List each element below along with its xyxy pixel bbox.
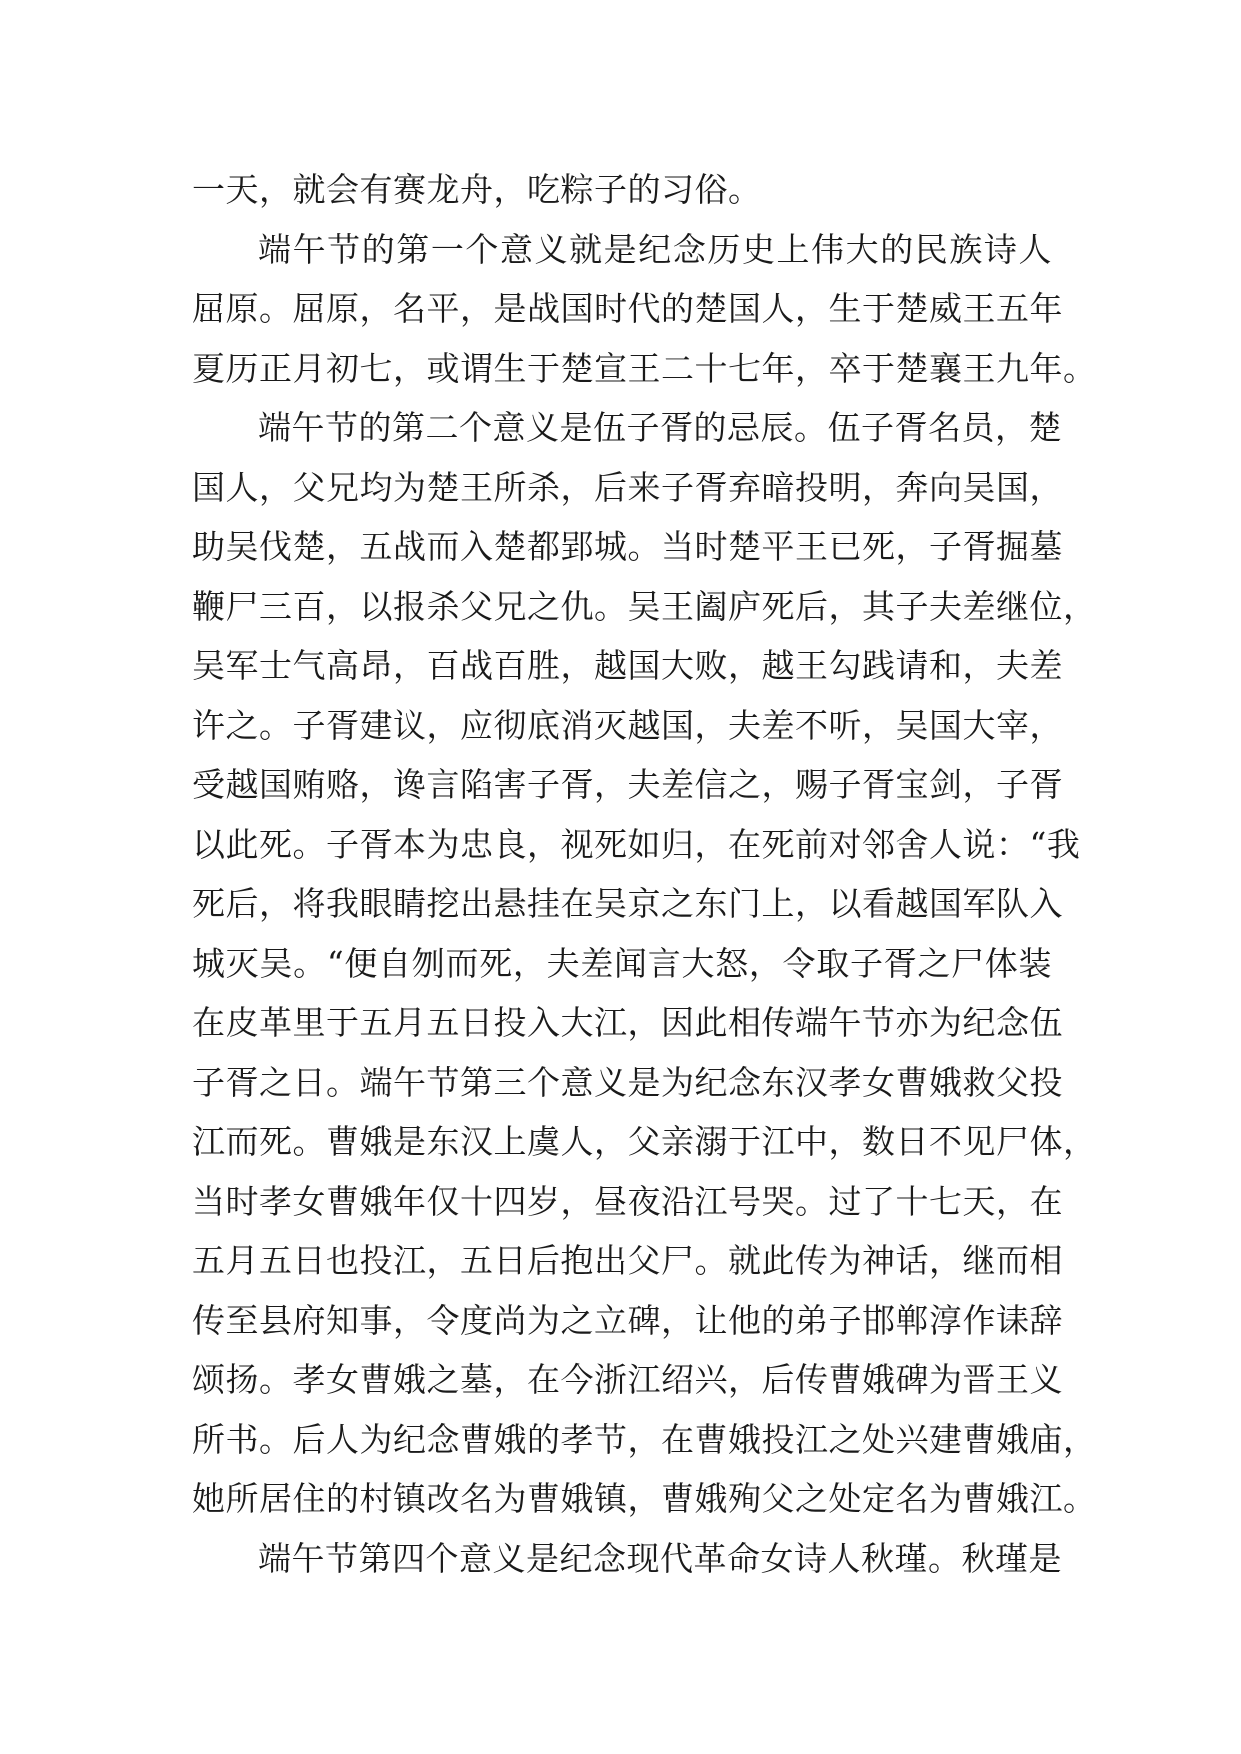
text-line: 一天，就会有赛龙舟，吃粽子的习俗。 bbox=[192, 170, 762, 209]
text-line: 鞭尸三百，以报杀父兄之仇。吴王阖庐死后，其子夫差继位， bbox=[192, 586, 1097, 626]
text-line: 传至县府知事，令度尚为之立碑，让他的弟子邯郸淳作诔辞 bbox=[192, 1300, 1063, 1340]
text-line: 端午节第四个意义是纪念现代革命女诗人秋瑾。秋瑾是 bbox=[258, 1538, 1062, 1578]
text-line: 屈原。屈原，名平，是战国时代的楚国人，生于楚威王五年 bbox=[192, 289, 1063, 328]
text-line: 助吴伐楚，五战而入楚都郢城。当时楚平王已死，子胥掘墓 bbox=[192, 527, 1063, 566]
text-line: 端午节的第二个意义是伍子胥的忌辰。伍子胥名员，楚 bbox=[258, 408, 1062, 447]
text-line: 夏历正月初七，或谓生于楚宣王二十七年，卒于楚襄王九年。 bbox=[192, 348, 1097, 388]
text-line: 子胥之日。端午节第三个意义是为纪念东汉孝女曹娥救父投 bbox=[192, 1062, 1063, 1102]
text-line: 许之。子胥建议，应彻底消灭越国，夫差不听，吴国大宰， bbox=[192, 705, 1063, 745]
text-line: 受越国贿赂，谗言陷害子胥，夫差信之，赐子胥宝剑，子胥 bbox=[192, 765, 1063, 804]
text-line: 当时孝女曹娥年仅十四岁，昼夜沿江号哭。过了十七天，在 bbox=[192, 1181, 1063, 1221]
text-line: 五月五日也投江，五日后抱出父尸。就此传为神话，继而相 bbox=[192, 1241, 1063, 1280]
paragraph bbox=[192, 160, 1052, 220]
document-body bbox=[192, 160, 1097, 1588]
text-line: 死后，将我眼睛挖出悬挂在吴京之东门上，以看越国军队入 bbox=[192, 884, 1063, 923]
text-line: 颂扬。孝女曹娥之墓，在今浙江绍兴，后传曹娥碑为晋王义 bbox=[192, 1360, 1063, 1399]
text-line: 城灭吴。“便自刎而死，夫差闻言大怒，令取子胥之尸体装 bbox=[192, 943, 1052, 983]
text-line: 江而死。曹娥是东汉上虞人，父亲溺于江中，数日不见尸体， bbox=[192, 1122, 1097, 1161]
text-line: 在皮革里于五月五日投入大江，因此相传端午节亦为纪念伍 bbox=[192, 1003, 1063, 1042]
text-line: 吴军士气高昂，百战百胜，越国大败，越王勾践请和，夫差 bbox=[192, 646, 1063, 685]
text-line: 她所居住的村镇改名为曹娥镇，曹娥殉父之处定名为曹娥江。 bbox=[192, 1479, 1097, 1518]
paragraph bbox=[192, 220, 1097, 399]
text-line: 以此死。子胥本为忠良，视死如归，在死前对邻舍人说：“我 bbox=[192, 824, 1081, 864]
text-line: 所书。后人为纪念曹娥的孝节，在曹娥投江之处兴建曹娥庙， bbox=[192, 1419, 1097, 1459]
text-line: 端午节的第一个意义就是纪念历史上伟大的民族诗人 bbox=[258, 229, 1052, 269]
paragraph bbox=[192, 398, 1097, 1529]
paragraph bbox=[192, 1529, 1062, 1589]
text-line: 国人，父兄均为楚王所杀，后来子胥弃暗投明，奔向吴国， bbox=[192, 467, 1063, 507]
